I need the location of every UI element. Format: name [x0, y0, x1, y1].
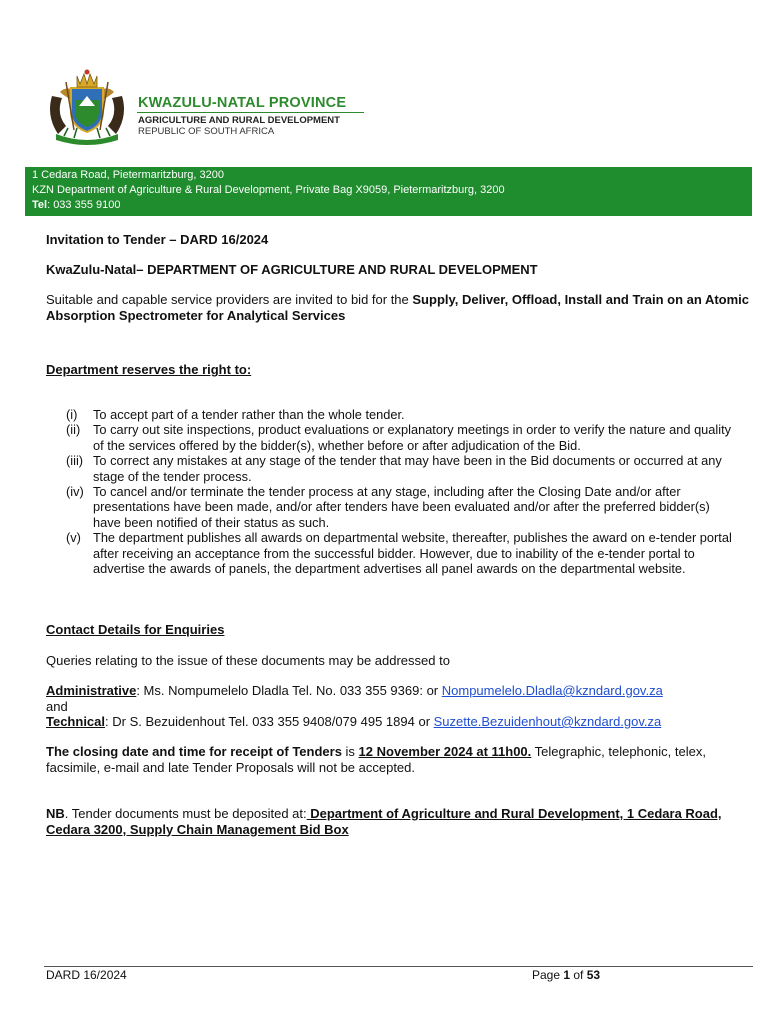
- list-item-text: To cancel and/or terminate the tender process at any stage, including after the Closing Date and/or after presentations have been made, and/or after tenders have been evaluated and/or after the preferred bidder(s) have been notified of their status as such.: [93, 484, 710, 530]
- address-bar: [25, 167, 752, 216]
- technical-text: : Dr S. Bezuidenhout Tel. 033 355 9408/079 495 1894 or: [105, 714, 434, 729]
- list-item: [66, 484, 736, 530]
- page-prefix: Page: [532, 968, 564, 982]
- list-item-number: (v): [66, 530, 81, 546]
- tel-value: : 033 355 9100: [47, 199, 121, 211]
- and-text: and: [46, 698, 68, 714]
- page-current: 1: [563, 968, 571, 982]
- technical-label: Technical: [46, 714, 106, 729]
- list-item-text: To correct any mistakes at any stage of the tender that may have been in the Bid documents or occurred at any stage of the tender process.: [93, 453, 722, 484]
- page-of: of: [570, 968, 587, 982]
- contact-details: [46, 683, 756, 730]
- administrative-text: : Ms. Nompumelelo Dladla Tel. No. 033 355 9369: or: [136, 683, 442, 698]
- address-line-1: 1 Cedara Road, Pietermaritzburg, 3200: [32, 169, 224, 181]
- list-item-text: To carry out site inspections, product evaluations or explanatory meetings in order to verify the nature and quality of the services offered by the bidder(s), whether before or after adjudication of the Bid.: [93, 422, 732, 453]
- tel-label: Tel: [32, 199, 48, 211]
- rights-list: [66, 407, 736, 576]
- intro-paragraph: [46, 292, 752, 323]
- telephone-line: [32, 198, 752, 213]
- address-line-2: KZN Department of Agriculture & Rural Development, Private Bag X9059, Pietermaritzburg, 3200: [32, 184, 505, 196]
- administrative-label: Administrative: [46, 683, 137, 698]
- list-item: [66, 422, 736, 453]
- list-item: [66, 530, 736, 576]
- list-item-number: (i): [66, 407, 78, 422]
- closing-bold: The closing date and time for receipt of Tenders: [46, 744, 342, 759]
- technical-email-link[interactable]: Suzette.Bezuidenhout@kzndard.gov.za: [433, 714, 662, 729]
- republic-name: REPUBLIC OF SOUTH AFRICA: [138, 126, 275, 137]
- queries-text: Queries relating to the issue of these documents may be addressed to: [46, 653, 450, 668]
- kzn-coat-of-arms-logo: [44, 66, 130, 150]
- nb-paragraph: [46, 806, 756, 837]
- technical-contact: [46, 714, 756, 730]
- list-item-number: (ii): [66, 422, 81, 438]
- list-item: [66, 453, 736, 484]
- intro-plain: Suitable and capable service providers are invited to bid for the: [46, 292, 413, 307]
- list-item-text: To accept part of a tender rather than the whole tender.: [93, 407, 405, 422]
- invitation-title: Invitation to Tender – DARD 16/2024: [46, 232, 269, 247]
- administrative-email-link[interactable]: Nompumelelo.Dladla@kzndard.gov.za: [441, 683, 663, 698]
- page-total: 53: [586, 968, 601, 982]
- header-divider: [137, 112, 364, 113]
- nb-text: . Tender documents must be deposited at:: [64, 806, 307, 821]
- closing-date: 12 November 2024 at 11h00.: [358, 744, 532, 759]
- footer-divider: [44, 966, 753, 967]
- list-item-number: (iv): [66, 484, 84, 500]
- footer-doc-ref: DARD 16/2024: [46, 968, 127, 982]
- contact-heading: Contact Details for Enquiries: [46, 622, 225, 637]
- list-item: [66, 407, 736, 422]
- closing-is: is: [341, 744, 359, 759]
- closing-paragraph: [46, 744, 756, 775]
- department-heading: KwaZulu-Natal– DEPARTMENT OF AGRICULTURE AND RURAL DEVELOPMENT: [46, 262, 538, 277]
- intro-bold: Supply, Deliver, Offload, Install and Train on an Atomic Absorption Spectrometer for Analytical Services: [46, 292, 750, 323]
- nb-label: NB: [46, 806, 65, 821]
- closing-rest: Telegraphic, telephonic, telex, facsimile, e-mail and late Tender Proposals will not be accepted.: [46, 744, 706, 775]
- administrative-contact: [46, 683, 756, 699]
- reserves-heading: Department reserves the right to:: [46, 362, 252, 377]
- list-item-number: (iii): [66, 453, 84, 469]
- province-name: KWAZULU-NATAL PROVINCE: [138, 95, 347, 111]
- department-name: AGRICULTURE AND RURAL DEVELOPMENT: [138, 115, 340, 126]
- list-item-text: The department publishes all awards on departmental website, thereafter, publishes the award on e-tender portal after receiving an acceptance from the successful bidder. However, due to inability of the e-tender portal to advertise the awards of panels, the department advertises all panel awards on the departmental website.: [93, 530, 732, 577]
- footer-page-number: [532, 968, 600, 982]
- nb-address: Department of Agriculture and Rural Development, 1 Cedara Road, Cedara 3200, Supply Chain Management Bid Box: [46, 806, 722, 837]
